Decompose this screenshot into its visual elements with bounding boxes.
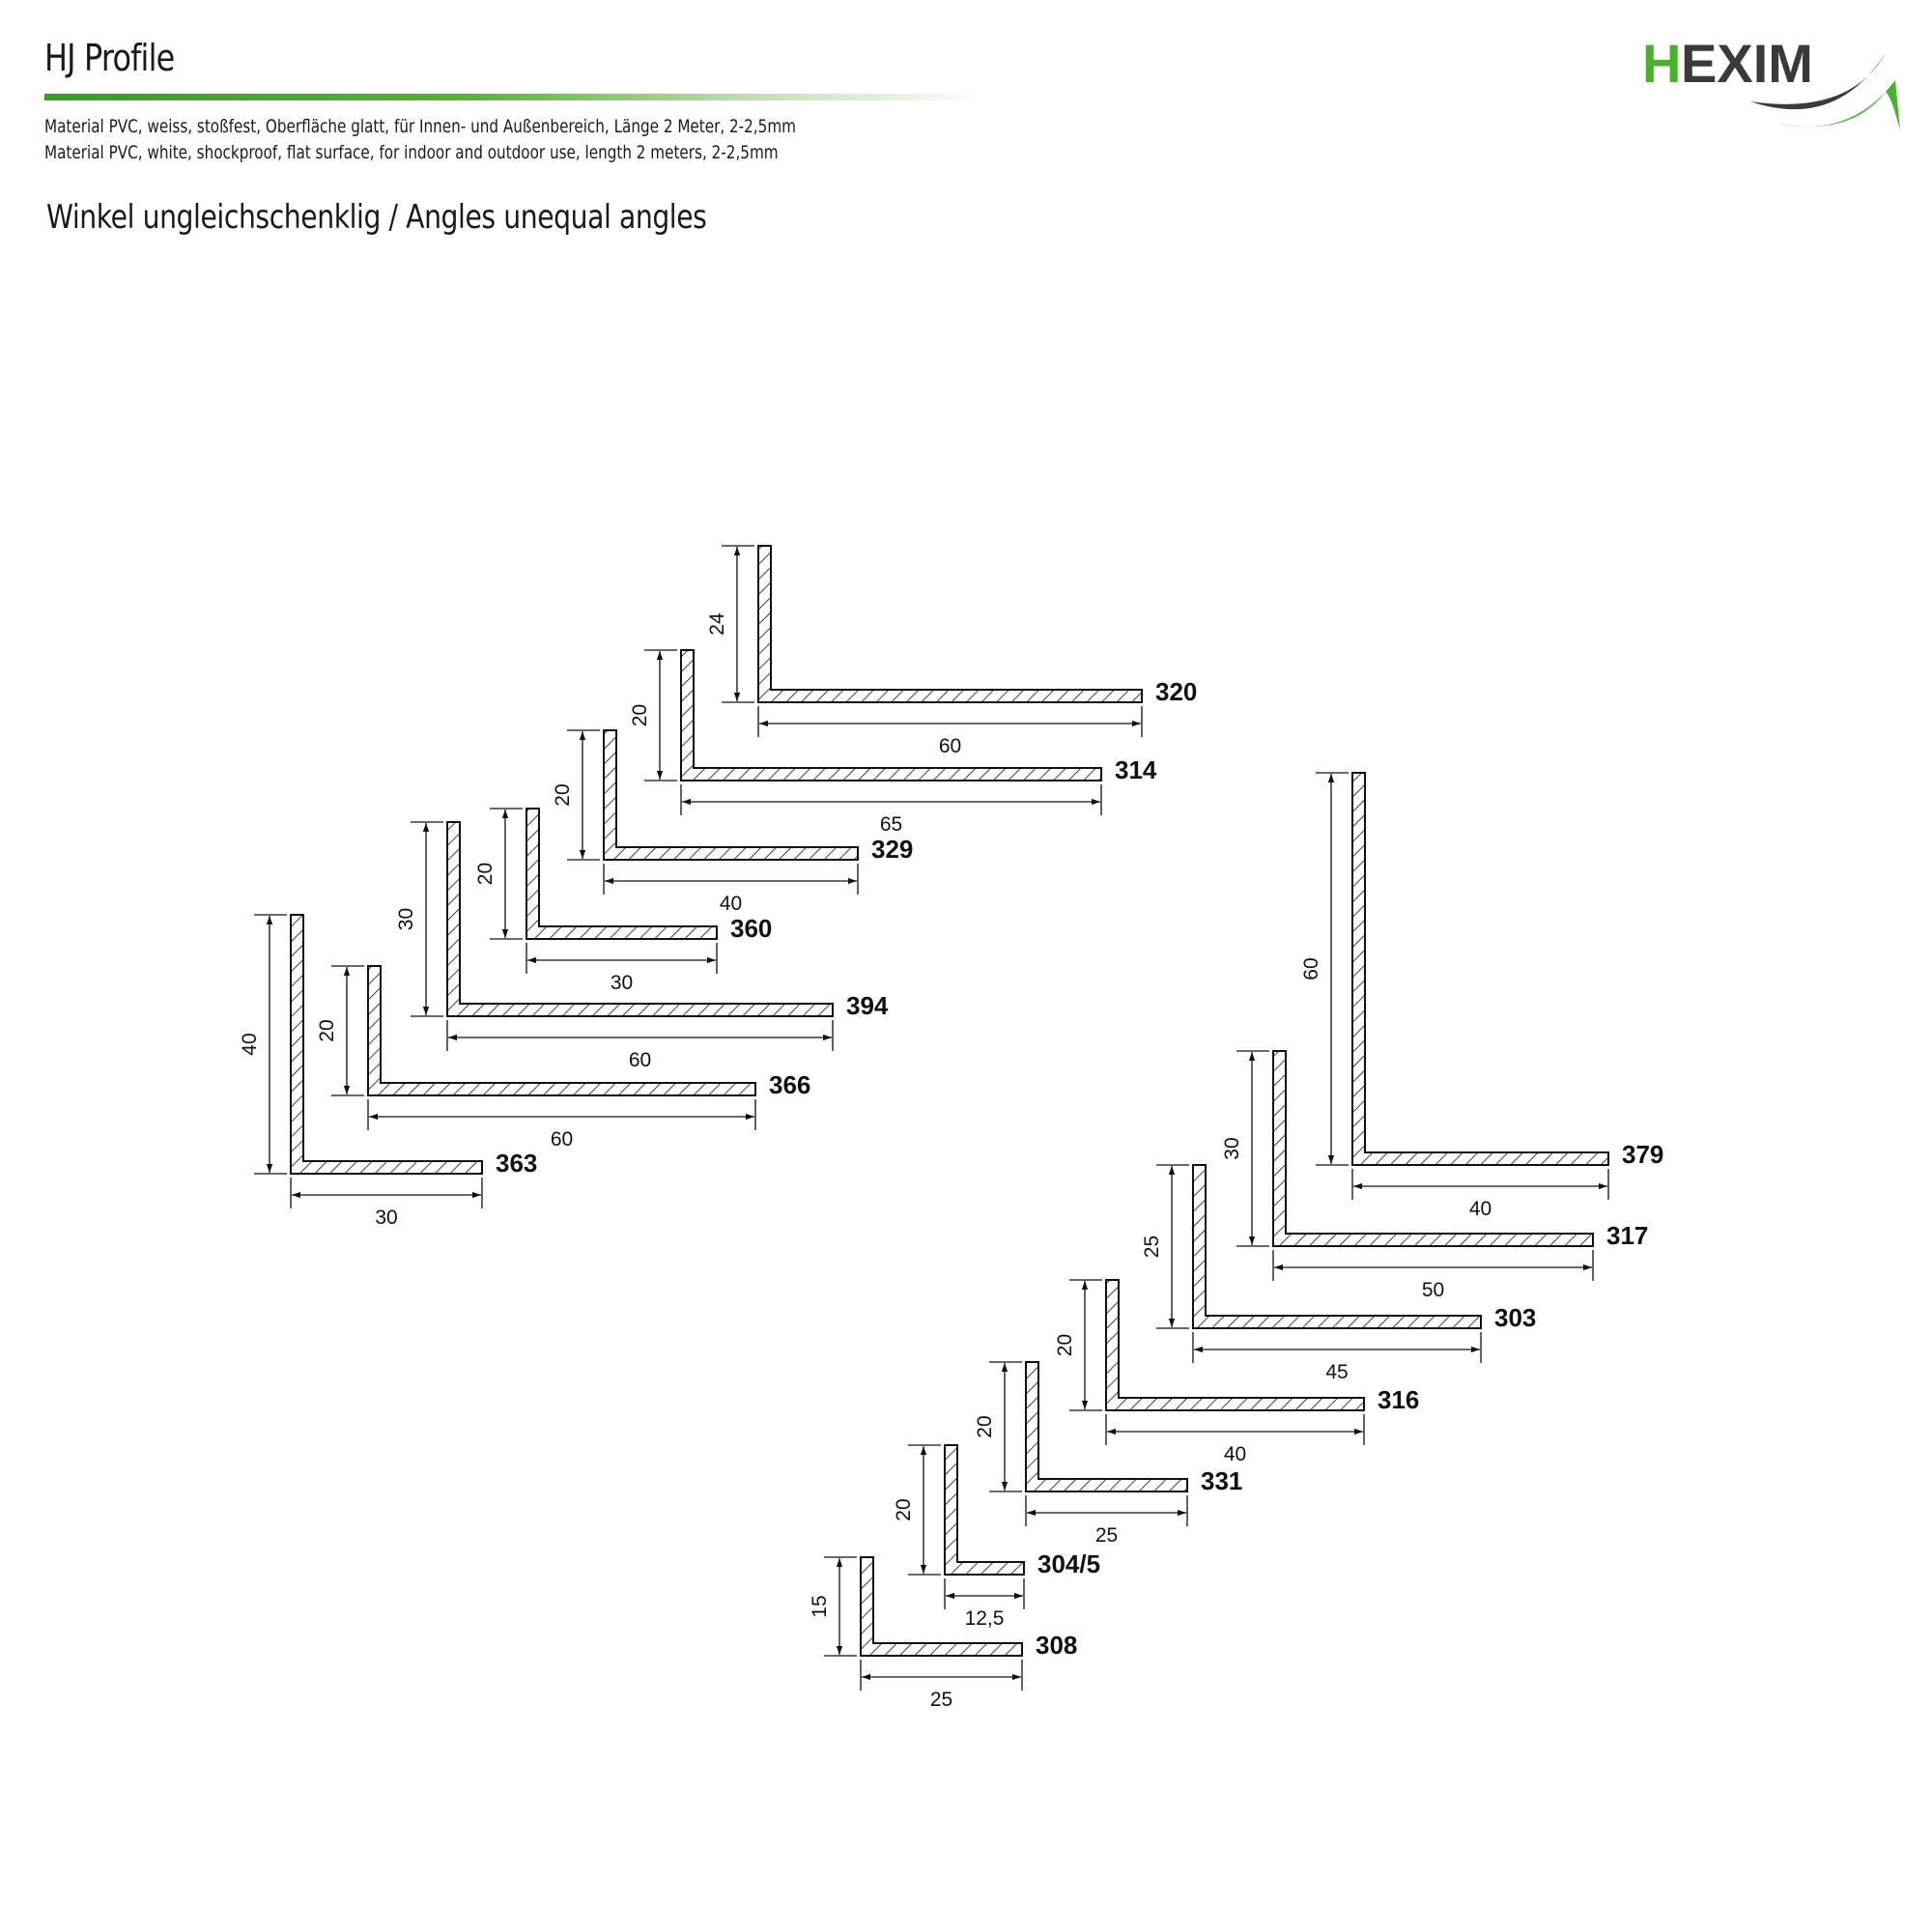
profile-number: 363 [496, 1149, 538, 1178]
vertical-dimension-label: 20 [893, 1498, 915, 1521]
profile-314 [629, 650, 1157, 836]
profile-number: 314 [1115, 755, 1157, 784]
vertical-dimension-label: 20 [629, 703, 651, 727]
section-title: Winkel ungleichschenklig / Angles unequal angles [46, 198, 707, 237]
logo-letters: EXIM [1681, 34, 1813, 94]
vertical-dimension-label: 24 [706, 612, 728, 636]
profile-366 [316, 966, 810, 1151]
profile-number: 366 [769, 1070, 811, 1099]
horizontal-dimension-label: 60 [550, 1128, 574, 1151]
vertical-dimension-label: 15 [809, 1595, 831, 1618]
horizontal-dimension-label: 40 [719, 893, 743, 915]
angle-profile-shape [758, 546, 1142, 702]
profile-number: 360 [730, 914, 773, 943]
material-description-en: Material PVC, white, shockproof, flat surface, for indoor and outdoor use, length 2 meters, 2-2,5mm [44, 142, 779, 163]
horizontal-dimension-label: 30 [375, 1207, 398, 1229]
vertical-dimension-label: 20 [316, 1019, 338, 1042]
profile-number: 304/5 [1037, 1549, 1101, 1578]
horizontal-dimension-label: 65 [879, 813, 903, 836]
vertical-dimension-label: 30 [1221, 1137, 1243, 1160]
profile-308 [809, 1557, 1077, 1711]
angle-profile-shape [1106, 1280, 1364, 1410]
profile-number: 329 [871, 835, 914, 864]
profile-number: 316 [1378, 1385, 1420, 1414]
horizontal-dimension-label: 60 [938, 735, 962, 757]
vertical-dimension-label: 20 [552, 783, 574, 807]
vertical-dimension-label: 20 [974, 1415, 996, 1438]
angle-profile-shape [604, 730, 858, 860]
angle-profile-shape [681, 650, 1101, 781]
angle-profile-shape [526, 809, 717, 939]
horizontal-dimension-label: 12,5 [964, 1607, 1005, 1630]
vertical-dimension-label: 20 [474, 862, 497, 886]
profile-number: 379 [1622, 1140, 1664, 1169]
horizontal-dimension-label: 30 [610, 972, 634, 994]
vertical-dimension-label: 25 [1141, 1235, 1163, 1259]
horizontal-dimension-label: 45 [1325, 1361, 1349, 1383]
angle-profile-shape [1273, 1051, 1593, 1246]
profile-379 [1300, 773, 1663, 1220]
vertical-dimension-label: 60 [1300, 957, 1322, 980]
profile-number: 331 [1201, 1466, 1243, 1495]
angle-profile-shape [1352, 773, 1608, 1165]
profile-304-5 [893, 1445, 1100, 1630]
horizontal-dimension-label: 50 [1421, 1279, 1445, 1301]
profile-320 [706, 546, 1197, 757]
profile-317 [1221, 1051, 1648, 1301]
vertical-dimension-label: 20 [1054, 1333, 1076, 1357]
material-description-de: Material PVC, weiss, stoßfest, Oberfläche glatt, für Innen- und Außenbereich, Länge 2 Meter, 2-2,5mm [44, 116, 796, 137]
horizontal-dimension-label: 25 [929, 1689, 953, 1711]
horizontal-dimension-label: 40 [1223, 1443, 1247, 1465]
profile-363 [239, 915, 537, 1229]
vertical-dimension-label: 40 [239, 1033, 261, 1056]
vertical-dimension-label: 30 [395, 907, 417, 931]
horizontal-dimension-label: 40 [1468, 1198, 1492, 1220]
profile-number: 320 [1155, 677, 1198, 706]
profile-329 [552, 730, 913, 915]
profile-316 [1054, 1280, 1419, 1465]
profile-number: 303 [1494, 1303, 1537, 1332]
profile-number: 308 [1036, 1631, 1078, 1660]
profile-number: 394 [846, 991, 889, 1020]
page-title: HJ Profile [44, 37, 175, 79]
logo-letter-h: H [1642, 34, 1682, 94]
horizontal-dimension-label: 25 [1094, 1524, 1119, 1547]
profile-number: 317 [1606, 1221, 1649, 1250]
angle-profile-shape [945, 1445, 1024, 1575]
horizontal-dimension-label: 60 [628, 1049, 652, 1071]
